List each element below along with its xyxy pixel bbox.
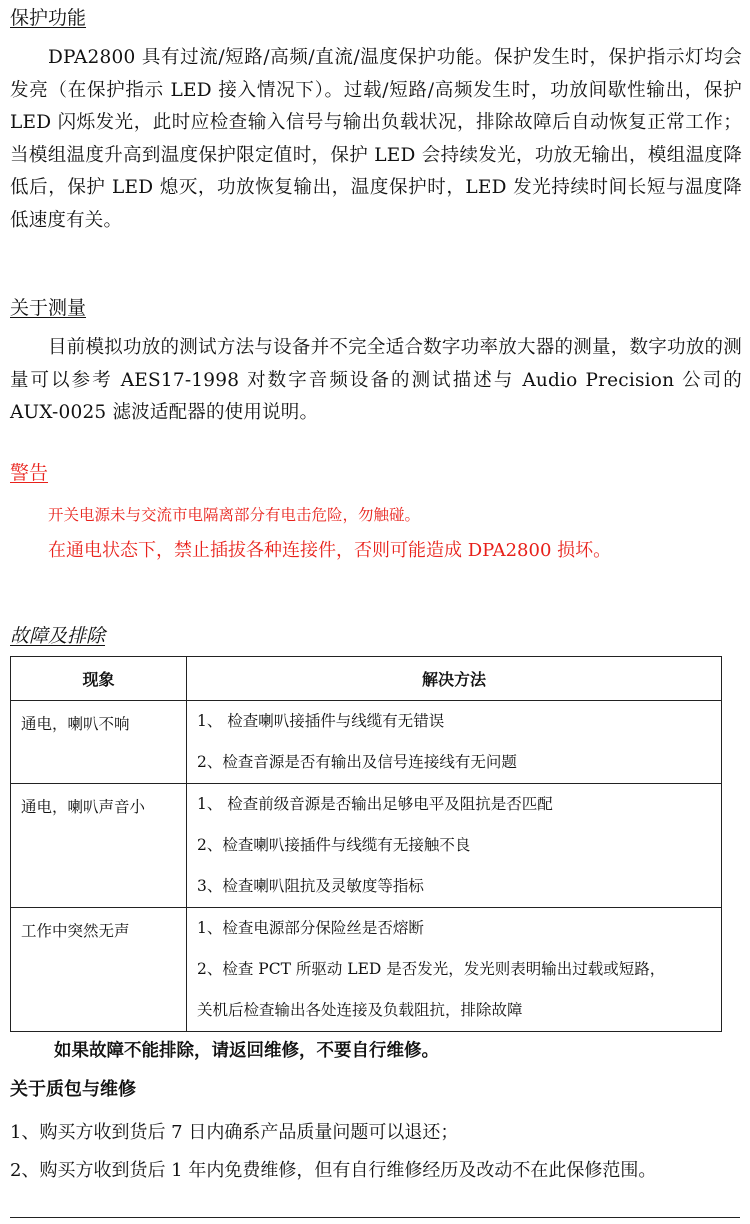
repair-note: 如果故障不能排除，请返回维修，不要自行维修。 — [54, 1041, 439, 1061]
protection-heading: 保护功能 — [10, 7, 87, 29]
warranty-item-2: 2、购买方收到货后 1 年内免费维修，但有自行维修经历及改动不在此保修范围。 — [10, 1160, 657, 1181]
troubleshooting-heading: 故障及排除 — [10, 625, 106, 647]
symptom-cell: 通电，喇叭不响 — [11, 701, 187, 784]
measurement-paragraph: 目前模拟功放的测试方法与设备并不完全适合数字功率放大器的测量，数字功放的测量可以参考 AES17-1998 对数字音频设备的测试描述与 Audio Precision 公司的 AUX-0025 滤波适配器的使用说明。 — [10, 337, 742, 423]
solution-line: 1、 检查喇叭接插件与线缆有无错误 — [197, 712, 445, 730]
warning-line-1: 开关电源未与交流市电隔离部分有电击危险，勿触碰。 — [48, 506, 421, 524]
solution-line: 关机后检查输出各处连接及负载阻抗，排除故障 — [197, 1001, 523, 1019]
protection-paragraph: DPA2800 具有过流/短路/高频/直流/温度保护功能。保护发生时，保护指示灯均会发亮（在保护指示 LED 接入情况下）。过载/短路/高频发生时，功放间歇性输出，保护 LED 闪烁发光，此时应检查输入信号与输出负载状况，排除故障后自动恢复正常工作；当模组温度升高到温度保护限定值时，保护 LED 会持续发光，功放无输出，模组温度降低后，保护 LED 熄灭，功放恢复输出，温度保护时，LED 发光持续时间长短与温度降低速度有关。 — [10, 47, 742, 231]
symptom-cell: 通电，喇叭声音小 — [11, 784, 187, 908]
solution-cell — [187, 701, 722, 784]
solution-line: 2、检查喇叭接插件与线缆有无接触不良 — [197, 836, 471, 854]
solution-line: 2、检查音源是否有输出及信号连接线有无问题 — [197, 753, 517, 771]
solution-cell — [187, 784, 722, 908]
solution-line: 1、 检查前级音源是否输出足够电平及阻抗是否匹配 — [197, 795, 553, 813]
solution-line: 2、检查 PCT 所驱动 LED 是否发光，发光则表明输出过载或短路， — [197, 960, 666, 978]
symptom-cell: 工作中突然无声 — [11, 908, 187, 1032]
warranty-item-1: 1、购买方收到货后 7 日内确系产品质量问题可以退还； — [10, 1122, 459, 1143]
measurement-heading: 关于测量 — [10, 297, 87, 319]
header-symptom: 现象 — [11, 657, 187, 701]
table-row — [11, 908, 722, 1032]
warning-line-2: 在通电状态下，禁止插拔各种连接件，否则可能造成 DPA2800 损坏。 — [48, 540, 612, 561]
solution-line: 1、检查电源部分保险丝是否熔断 — [197, 919, 424, 937]
footer-divider — [10, 1217, 740, 1218]
troubleshooting-table — [10, 656, 722, 1032]
table-row — [11, 784, 722, 908]
header-solution: 解决方法 — [187, 657, 722, 701]
table-header-row — [11, 657, 722, 701]
solution-cell — [187, 908, 722, 1032]
solution-line: 3、检查喇叭阻抗及灵敏度等指标 — [197, 877, 424, 895]
warranty-heading: 关于质包与维修 — [10, 1079, 136, 1100]
table-row — [11, 701, 722, 784]
warning-heading: 警告 — [10, 462, 49, 484]
